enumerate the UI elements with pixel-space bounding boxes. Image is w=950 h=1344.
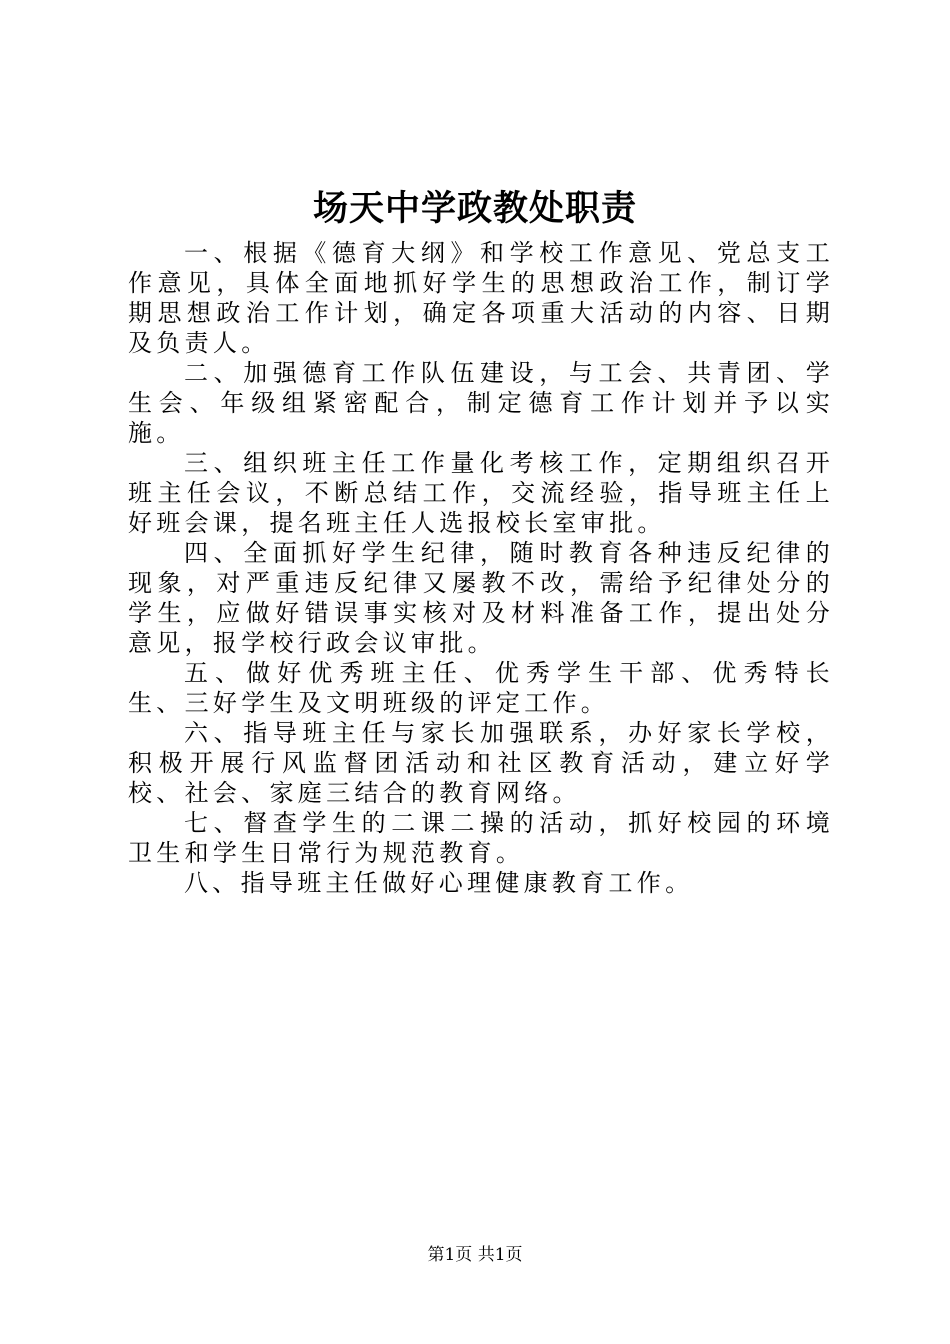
paragraph-4: 四、全面抓好学生纪律，随时教育各种违反纪律的现象，对严重违反纪律又屡教不改，需给予纪律处分的学生，应做好错误事实核对及材料准备工作，提出处分意见，报学校行政会议审批。: [128, 539, 834, 657]
paragraph-1: 一、根据《德育大纲》和学校工作意见、党总支工作意见，具体全面地抓好学生的思想政治工作，制订学期思想政治工作计划，确定各项重大活动的内容、日期及负责人。: [128, 239, 834, 357]
paragraph-7: 七、督查学生的二课二操的活动，抓好校园的环境卫生和学生日常行为规范教育。: [128, 809, 834, 867]
paragraph-6: 六、指导班主任与家长加强联系，办好家长学校，积极开展行风监督团活动和社区教育活动，建立好学校、社会、家庭三结合的教育网络。: [128, 719, 834, 807]
paragraph-2: 二、加强德育工作队伍建设，与工会、共青团、学生会、年级组紧密配合，制定德育工作计划并予以实施。: [128, 359, 834, 447]
paragraph-5: 五、做好优秀班主任、优秀学生干部、优秀特长生、三好学生及文明班级的评定工作。: [128, 659, 834, 717]
paragraph-3: 三、组织班主任工作量化考核工作，定期组织召开班主任会议，不断总结工作，交流经验，指导班主任上好班会课，提名班主任人选报校长室审批。: [128, 449, 834, 537]
document-title: 场天中学政教处职责: [312, 188, 637, 229]
document-body: [128, 238, 834, 898]
paragraph-8: 八、指导班主任做好心理健康教育工作。: [184, 869, 694, 897]
page-footer: 第1页 共1页: [427, 1245, 523, 1265]
